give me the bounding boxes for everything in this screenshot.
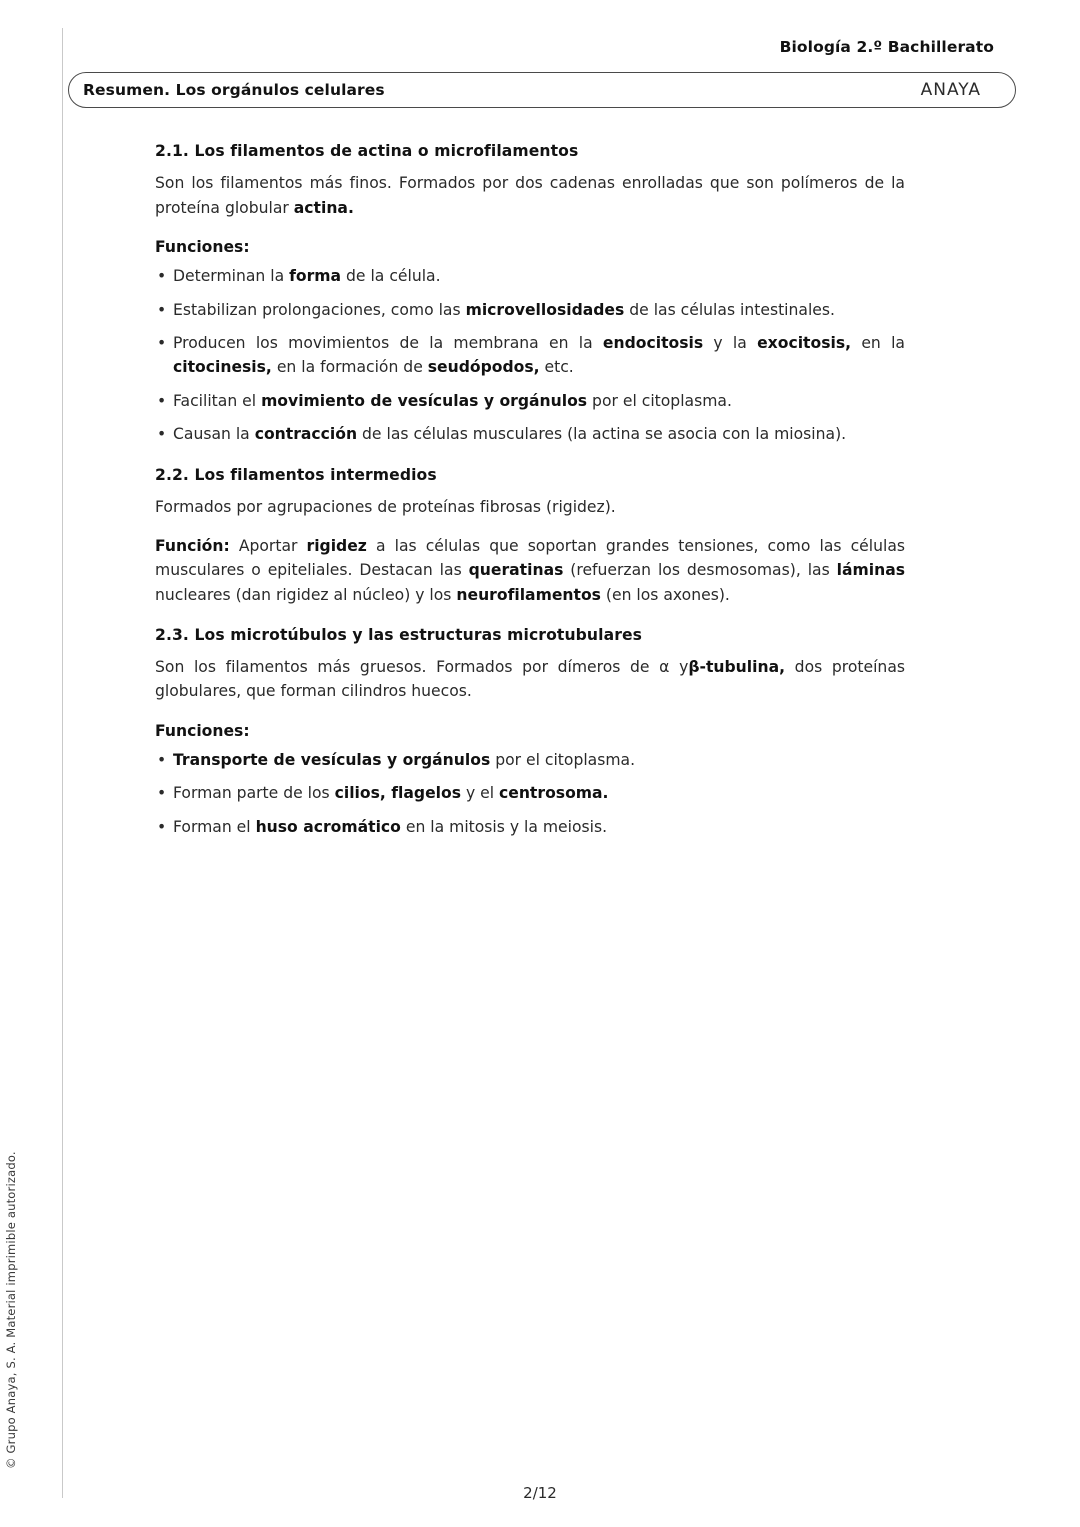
- list-item: • Facilitan el movimiento de vesículas y orgánulos por el citoplasma.: [155, 389, 905, 413]
- anaya-logo: ANAYA: [920, 80, 981, 100]
- document-title-bar: [68, 72, 1016, 108]
- section-2-2: [155, 466, 905, 608]
- section-2-1: [155, 142, 905, 446]
- section-2-3-heading: 2.3. Los microtúbulos y las estructuras microtubulares: [155, 625, 643, 644]
- list-item: • Causan la contracción de las células musculares (la actina se asocia con la miosina).: [155, 422, 905, 446]
- list-item: • Estabilizan prolongaciones, como las microvellosidades de las células intestinales.: [155, 298, 905, 322]
- section-2-3-intro: Son los filamentos más gruesos. Formados por dímeros de α yβ-tubulina, dos proteínas globulares, que forman cilindros huecos.: [155, 657, 905, 701]
- list-item: • Transporte de vesículas y orgánulos por el citoplasma.: [155, 748, 905, 772]
- list-item: • Determinan la forma de la célula.: [155, 264, 905, 288]
- copyright-notice: © Grupo Anaya, S. A. Material imprimible autorizado.: [4, 1151, 18, 1469]
- section-2-1-bullets: [155, 264, 905, 446]
- section-2-2-heading: 2.2. Los filamentos intermedios: [155, 466, 437, 485]
- section-2-3-bullets: [155, 748, 905, 839]
- list-item: • Producen los movimientos de la membrana en la endocitosis y la exocitosis, en la citocinesis, en la formación de seudópodos, etc.: [155, 331, 905, 380]
- section-2-3: [155, 626, 905, 839]
- section-2-1-funciones-label: Funciones:: [155, 238, 250, 257]
- page-left-rule: [62, 28, 63, 1498]
- section-2-1-intro: Son los filamentos más finos. Formados por dos cadenas enrolladas que son polímeros de la proteína globular actina.: [155, 174, 905, 217]
- course-title: Biología 2.º Bachillerato: [779, 38, 994, 56]
- section-2-2-body: Función: Aportar rigidez a las células que soportan grandes tensiones, como las células musculares o epiteliales. Destacan las queratinas (refuerzan los desmosomas), las láminas nucleares (dan rigidez al núcleo) y los neurofilamentos (en los axones).: [155, 536, 905, 604]
- section-2-3-funciones-label: Funciones:: [155, 721, 250, 740]
- document-content: [155, 142, 905, 859]
- section-2-2-intro: Formados por agrupaciones de proteínas fibrosas (rigidez).: [155, 498, 616, 517]
- list-item: • Forman el huso acromático en la mitosis y la meiosis.: [155, 815, 905, 839]
- section-2-1-heading: 2.1. Los filamentos de actina o microfilamentos: [155, 142, 579, 160]
- list-item: • Forman parte de los cilios, flagelos y el centrosoma.: [155, 781, 905, 805]
- page-title: Resumen. Los orgánulos celulares: [83, 81, 385, 99]
- page-number: 2/12: [523, 1484, 557, 1502]
